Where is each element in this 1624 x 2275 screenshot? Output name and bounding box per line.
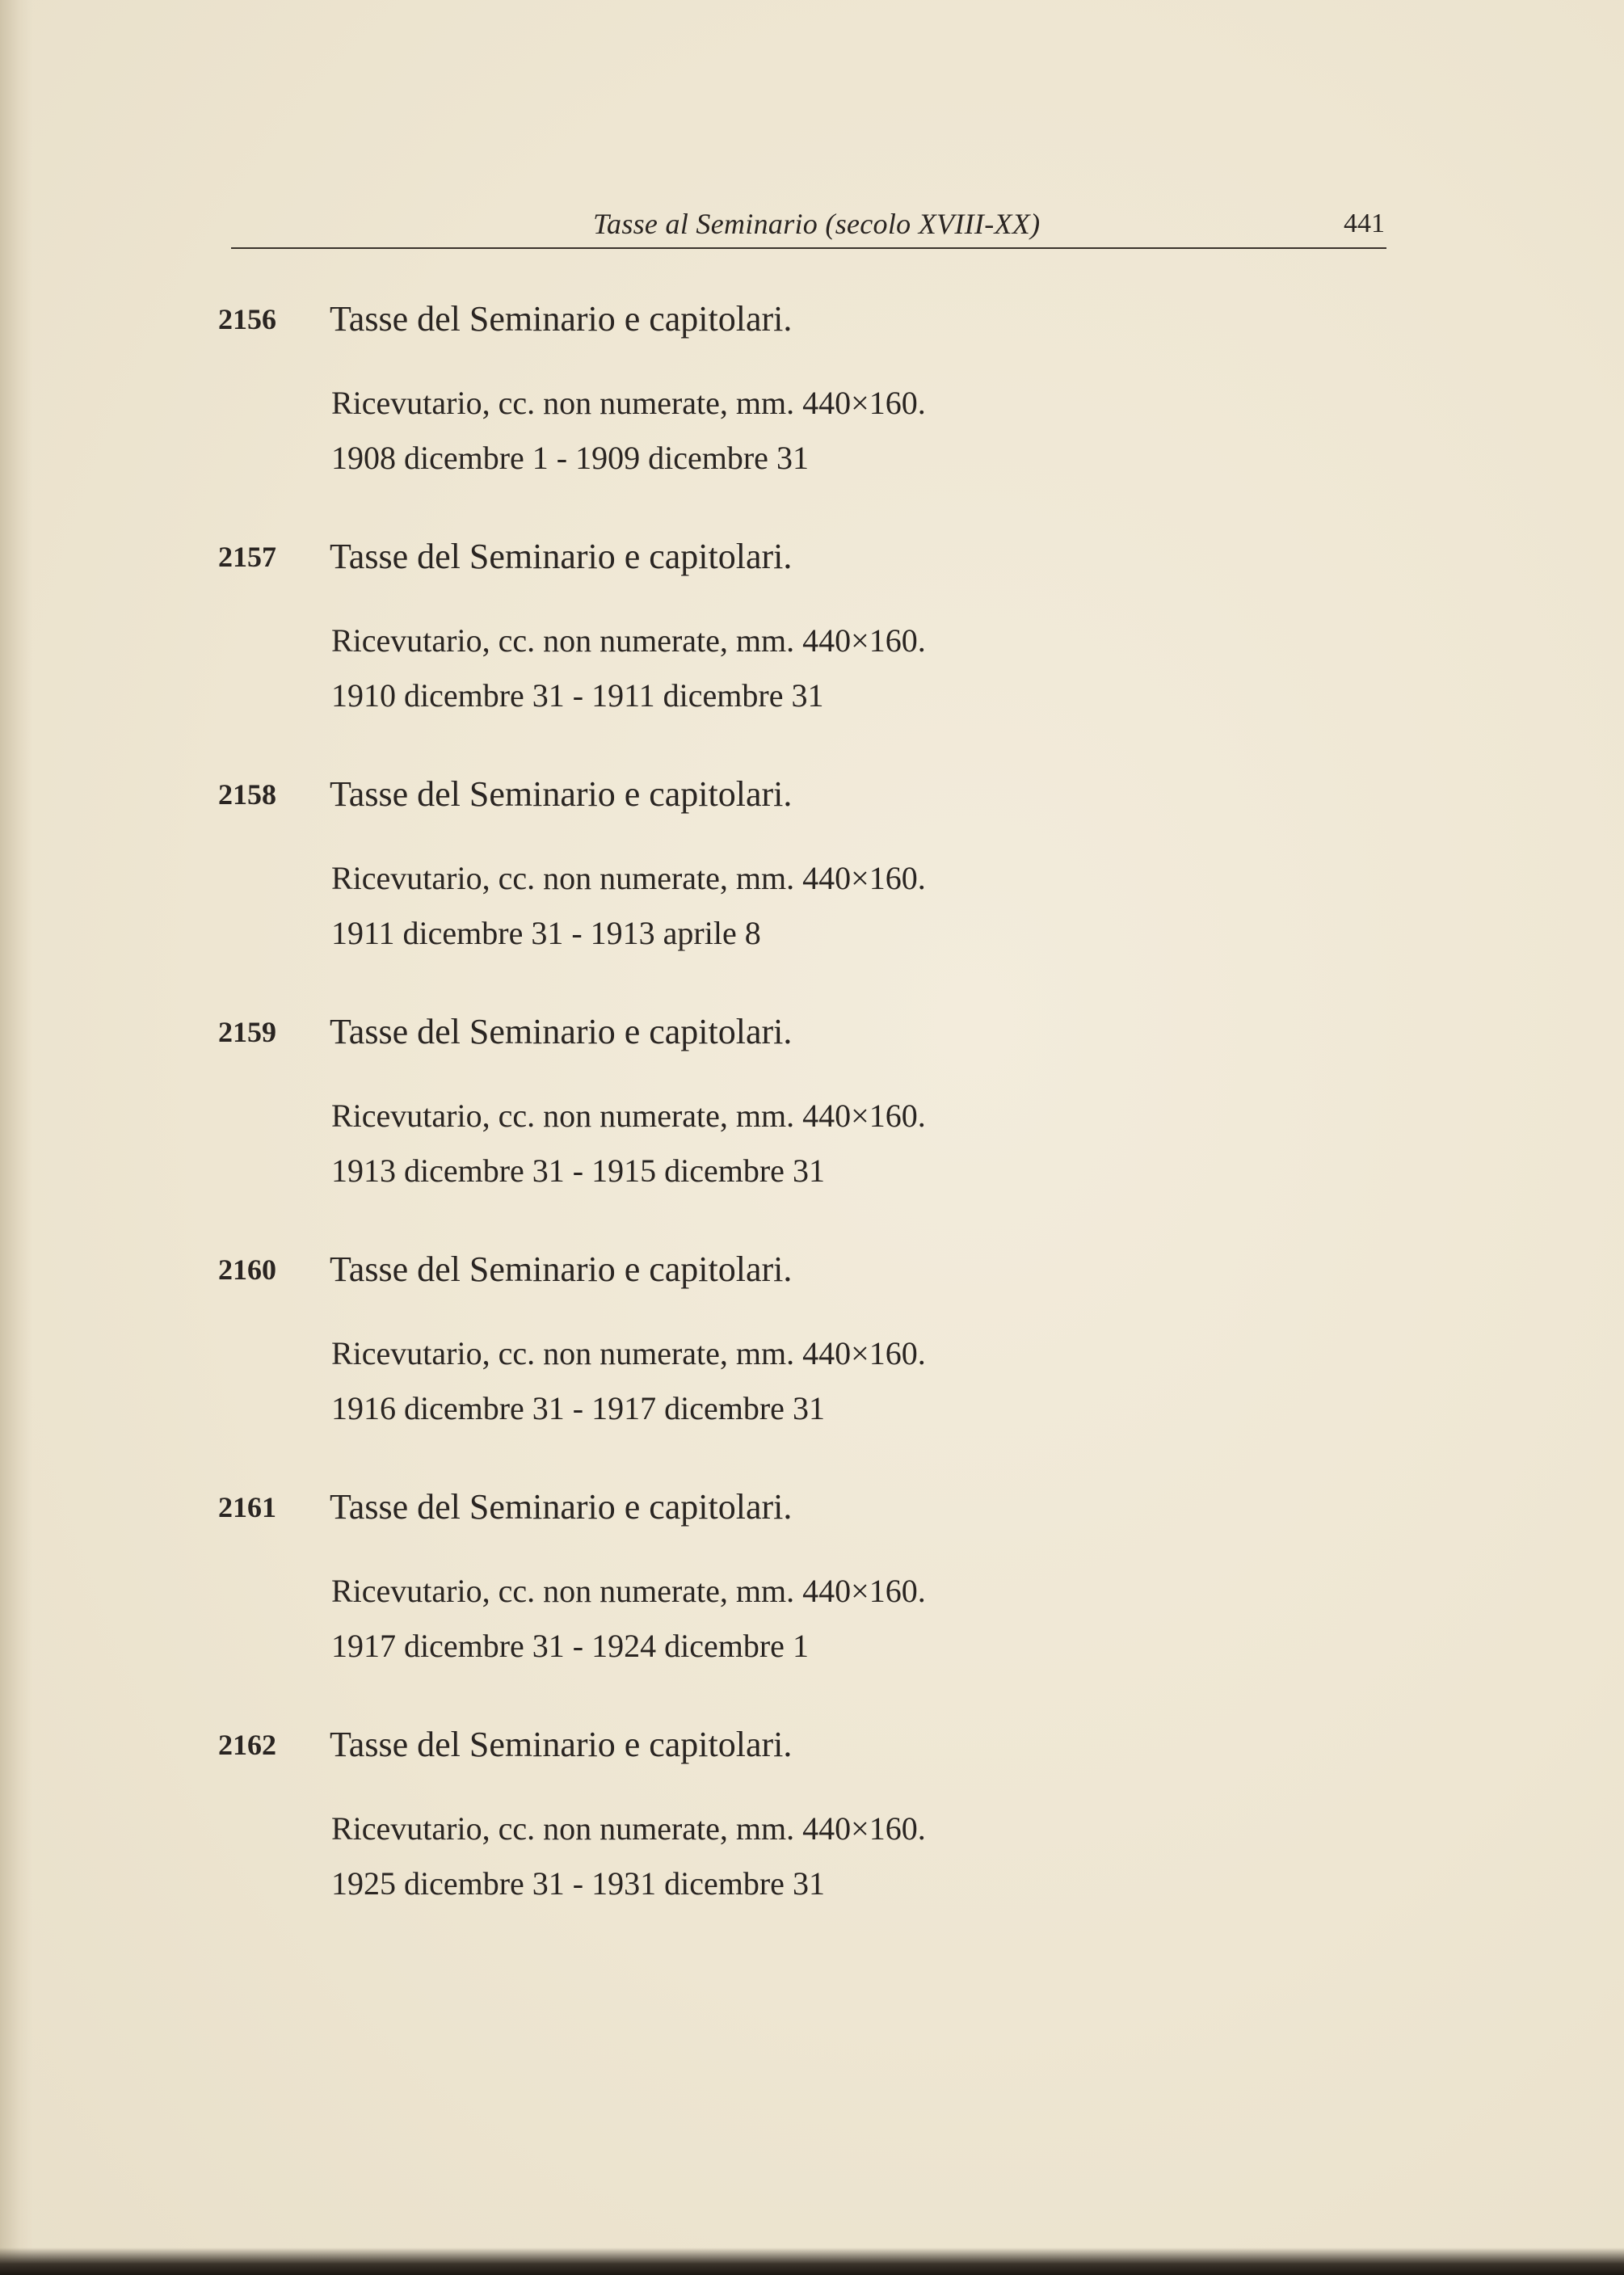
entry-number: 2158 xyxy=(218,778,276,811)
entry-title: Tasse del Seminario e capitolari. xyxy=(330,299,793,339)
entry-number: 2161 xyxy=(218,1491,276,1523)
entry-number: 2156 xyxy=(218,303,276,335)
entry-title: Tasse del Seminario e capitolari. xyxy=(330,1725,793,1764)
entry-dates: 1910 dicembre 31 - 1911 dicembre 31 xyxy=(331,677,824,714)
page-bottom-edge xyxy=(0,2248,1624,2275)
entry-title: Tasse del Seminario e capitolari. xyxy=(330,1012,793,1051)
entry-dates: 1916 dicembre 31 - 1917 dicembre 31 xyxy=(331,1390,825,1426)
entry-dates: 1908 dicembre 1 - 1909 dicembre 31 xyxy=(331,440,809,476)
entry-dates: 1917 dicembre 31 - 1924 dicembre 1 xyxy=(331,1628,809,1664)
entry-title: Tasse del Seminario e capitolari. xyxy=(330,1249,793,1289)
entry-title: Tasse del Seminario e capitolari. xyxy=(330,537,793,576)
page-number: 441 xyxy=(1344,209,1385,238)
entry-number: 2159 xyxy=(218,1016,276,1048)
entry-number: 2162 xyxy=(218,1729,276,1761)
entry-title: Tasse del Seminario e capitolari. xyxy=(330,1487,793,1527)
entry-number: 2157 xyxy=(218,541,276,573)
entry-dates: 1911 dicembre 31 - 1913 aprile 8 xyxy=(331,915,761,951)
running-title: Tasse al Seminario (secolo XVIII-XX) xyxy=(593,208,1041,240)
entry-dates: 1925 dicembre 31 - 1931 dicembre 31 xyxy=(331,1865,825,1902)
entry-description: Ricevutario, cc. non numerate, mm. 440×160. xyxy=(331,1097,926,1134)
entry-title: Tasse del Seminario e capitolari. xyxy=(330,774,793,814)
page-header xyxy=(231,202,1386,249)
entry-description: Ricevutario, cc. non numerate, mm. 440×160. xyxy=(331,1335,926,1371)
page-gutter xyxy=(0,0,32,2275)
entry-description: Ricevutario, cc. non numerate, mm. 440×160. xyxy=(331,860,926,896)
entry-description: Ricevutario, cc. non numerate, mm. 440×160. xyxy=(331,1810,926,1847)
entry-description: Ricevutario, cc. non numerate, mm. 440×160. xyxy=(331,1573,926,1609)
entry-number: 2160 xyxy=(218,1253,276,1286)
entry-description: Ricevutario, cc. non numerate, mm. 440×160. xyxy=(331,622,926,659)
entry-dates: 1913 dicembre 31 - 1915 dicembre 31 xyxy=(331,1152,825,1189)
entry-description: Ricevutario, cc. non numerate, mm. 440×160. xyxy=(331,385,926,421)
